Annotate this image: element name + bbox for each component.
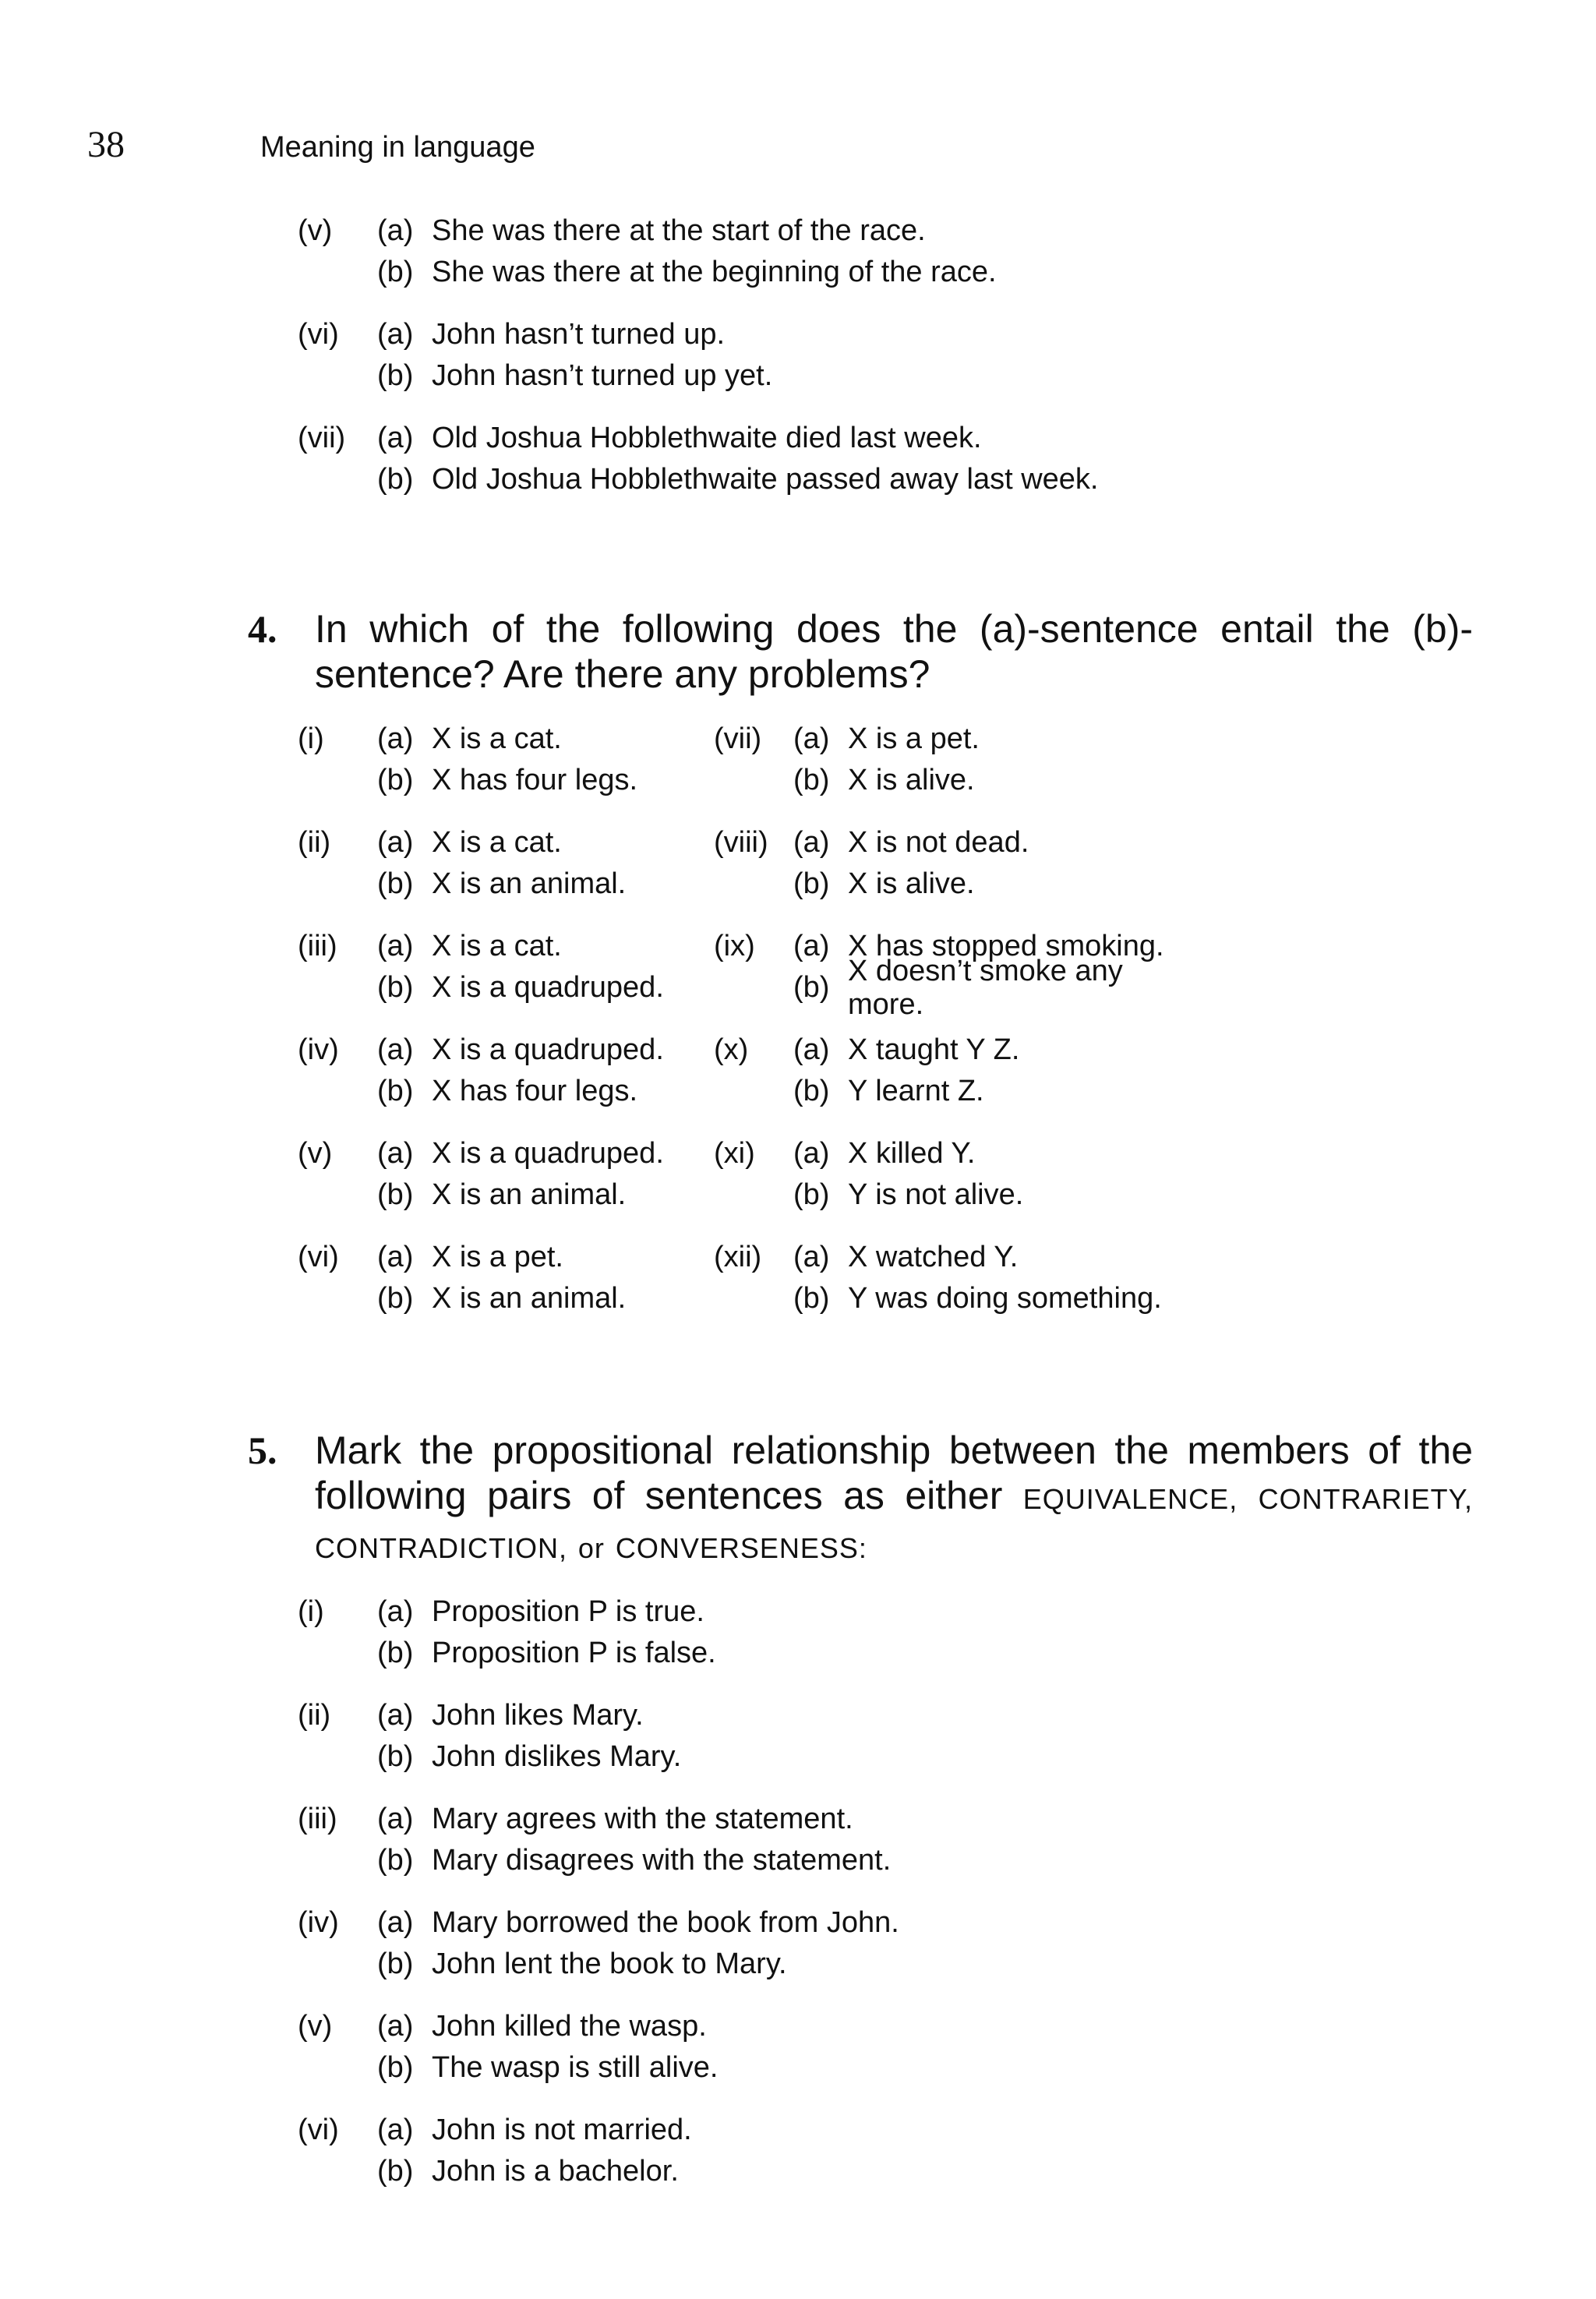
label-a: (a) bbox=[793, 722, 830, 755]
sentence-a: X is a quadruped. bbox=[432, 1033, 664, 1066]
label-a: (a) bbox=[793, 1241, 830, 1273]
label-b: (b) bbox=[377, 1740, 414, 1773]
item-number: (vi) bbox=[298, 2114, 339, 2146]
sentence-b: X is alive. bbox=[848, 867, 975, 900]
label-b: (b) bbox=[377, 1178, 414, 1211]
exercise-item bbox=[298, 1902, 1473, 1985]
label-a: (a) bbox=[793, 1137, 830, 1170]
exercise-item bbox=[298, 1237, 714, 1319]
label-b: (b) bbox=[793, 867, 830, 900]
item-number: (v) bbox=[298, 214, 333, 247]
label-a: (a) bbox=[377, 1033, 414, 1066]
label-a: (a) bbox=[377, 1906, 414, 1939]
sentence-b: The wasp is still alive. bbox=[432, 2051, 719, 2084]
exercise-item bbox=[298, 2110, 1473, 2192]
label-b: (b) bbox=[377, 867, 414, 900]
label-b: (b) bbox=[793, 764, 830, 796]
item-number: (i) bbox=[298, 1595, 324, 1628]
exercise-item bbox=[298, 822, 714, 905]
question-text bbox=[315, 1428, 1473, 1571]
exercise-item bbox=[298, 1591, 1473, 1674]
term-equivalence: EQUIVALENCE, bbox=[1022, 1483, 1238, 1515]
item-number: (xii) bbox=[714, 1241, 762, 1273]
page-header bbox=[87, 123, 535, 178]
sentence-b: X is a quadruped. bbox=[432, 971, 664, 1004]
label-b: (b) bbox=[377, 1844, 414, 1877]
exercise-item bbox=[298, 1695, 1473, 1778]
label-a: (a) bbox=[377, 722, 414, 755]
label-b: (b) bbox=[793, 1075, 830, 1107]
sentence-a: John is not married. bbox=[432, 2114, 692, 2146]
sentence-b: X is an animal. bbox=[432, 1178, 627, 1211]
exercise-item bbox=[298, 1799, 1473, 1881]
exercise-item bbox=[298, 1133, 714, 1216]
sentence-a: X is a cat. bbox=[432, 930, 562, 962]
term-converseness: CONVERSENESS: bbox=[615, 1532, 867, 1564]
item-number: (vii) bbox=[714, 722, 762, 755]
running-head: Meaning in language bbox=[260, 131, 535, 164]
label-b: (b) bbox=[793, 971, 830, 1004]
question-5-items bbox=[298, 1591, 1473, 2192]
sentence-a: Mary agrees with the statement. bbox=[432, 1803, 853, 1835]
label-a: (a) bbox=[793, 1033, 830, 1066]
sentence-b: John hasn’t turned up yet. bbox=[432, 359, 773, 392]
exercise-item bbox=[714, 1237, 1181, 1319]
label-a: (a) bbox=[377, 2010, 414, 2043]
question-text-main: Mark the propositional relationship between the members of the following pairs of sentences as either bbox=[315, 1428, 1473, 1517]
exercise-item bbox=[714, 1029, 1181, 1112]
sentence-a: Proposition P is true. bbox=[432, 1595, 704, 1628]
sentence-a: X is a quadruped. bbox=[432, 1137, 664, 1170]
sentence-b: Proposition P is false. bbox=[432, 1637, 716, 1669]
item-number: (viii) bbox=[714, 826, 768, 859]
label-b: (b) bbox=[793, 1282, 830, 1315]
item-number: (iv) bbox=[298, 1033, 339, 1066]
sentence-a: X has stopped smoking. bbox=[848, 930, 1164, 962]
item-number: (ii) bbox=[298, 1699, 331, 1732]
item-number: (v) bbox=[298, 2010, 333, 2043]
label-a: (a) bbox=[377, 826, 414, 859]
sentence-b: Old Joshua Hobblethwaite passed away last week. bbox=[432, 463, 1099, 496]
term-contradiction: CONTRADICTION, bbox=[315, 1532, 567, 1564]
sentence-b: Y was doing something. bbox=[848, 1282, 1162, 1315]
continued-exercise-list bbox=[298, 210, 1098, 521]
exercise-item bbox=[714, 719, 1181, 801]
label-a: (a) bbox=[377, 1137, 414, 1170]
sentence-b: X doesn’t smoke any more. bbox=[848, 954, 1123, 1021]
question-4 bbox=[248, 606, 1473, 1319]
page-number: 38 bbox=[87, 124, 125, 165]
question-text: In which of the following does the (a)-sentence entail the (b)-sentence? Are there any problems? bbox=[315, 607, 1473, 696]
item-number: (v) bbox=[298, 1137, 333, 1170]
sentence-a: X is a pet. bbox=[432, 1241, 563, 1273]
label-b: (b) bbox=[377, 463, 414, 496]
label-a: (a) bbox=[377, 930, 414, 962]
item-number: (x) bbox=[714, 1033, 749, 1066]
sentence-a: John hasn’t turned up. bbox=[432, 318, 726, 351]
question-5 bbox=[248, 1428, 1473, 2213]
sentence-b: X is an animal. bbox=[432, 1282, 627, 1315]
label-b: (b) bbox=[377, 1282, 414, 1315]
question-4-items bbox=[298, 719, 1473, 1319]
sentence-b: John is a bachelor. bbox=[432, 2155, 679, 2188]
label-b: (b) bbox=[377, 2155, 414, 2188]
sentence-b: X has four legs. bbox=[432, 1075, 638, 1107]
item-number: (vi) bbox=[298, 1241, 339, 1273]
label-b: (b) bbox=[377, 764, 414, 796]
sentence-a: Mary borrowed the book from John. bbox=[432, 1906, 899, 1939]
sentence-b: X is alive. bbox=[848, 764, 975, 796]
label-a: (a) bbox=[793, 826, 830, 859]
item-number: (xi) bbox=[714, 1137, 755, 1170]
exercise-item bbox=[714, 1133, 1181, 1216]
label-b: (b) bbox=[377, 256, 414, 288]
question-number: 5. bbox=[248, 1428, 277, 1472]
sentence-a: X is a pet. bbox=[848, 722, 980, 755]
item-number: (vii) bbox=[298, 422, 346, 454]
sentence-a: Old Joshua Hobblethwaite died last week. bbox=[432, 422, 982, 454]
sentence-a: She was there at the start of the race. bbox=[432, 214, 926, 247]
label-a: (a) bbox=[377, 1699, 414, 1732]
label-a: (a) bbox=[377, 1803, 414, 1835]
item-number: (iii) bbox=[298, 1803, 337, 1835]
item-number: (ix) bbox=[714, 930, 755, 962]
sentence-b: Mary disagrees with the statement. bbox=[432, 1844, 892, 1877]
label-b: (b) bbox=[377, 1948, 414, 1980]
sentence-a: X watched Y. bbox=[848, 1241, 1019, 1273]
sentence-a: X killed Y. bbox=[848, 1137, 976, 1170]
exercise-item bbox=[714, 822, 1181, 905]
sentence-b: X has four legs. bbox=[432, 764, 638, 796]
label-a: (a) bbox=[377, 318, 414, 351]
sentence-a: X is not dead. bbox=[848, 826, 1029, 859]
item-number: (ii) bbox=[298, 826, 331, 859]
word-or: or bbox=[577, 1532, 605, 1564]
exercise-item bbox=[298, 1029, 714, 1112]
item-number: (i) bbox=[298, 722, 324, 755]
sentence-b: She was there at the beginning of the race. bbox=[432, 256, 997, 288]
sentence-b: Y learnt Z. bbox=[848, 1075, 984, 1107]
label-b: (b) bbox=[377, 2051, 414, 2084]
label-b: (b) bbox=[377, 1637, 414, 1669]
exercise-item bbox=[298, 418, 1098, 500]
label-a: (a) bbox=[377, 2114, 414, 2146]
label-b: (b) bbox=[793, 1178, 830, 1211]
label-b: (b) bbox=[377, 971, 414, 1004]
sentence-a: X taught Y Z. bbox=[848, 1033, 1020, 1066]
exercise-item bbox=[714, 926, 1181, 1021]
exercise-item bbox=[298, 926, 714, 1008]
item-number: (vi) bbox=[298, 318, 339, 351]
exercise-item bbox=[298, 314, 1098, 397]
term-contrariety: CONTRARIETY, bbox=[1258, 1483, 1473, 1515]
label-b: (b) bbox=[377, 1075, 414, 1107]
exercise-item bbox=[298, 210, 1098, 293]
sentence-b: Y is not alive. bbox=[848, 1178, 1024, 1211]
label-b: (b) bbox=[377, 359, 414, 392]
label-a: (a) bbox=[377, 1241, 414, 1273]
sentence-a: John likes Mary. bbox=[432, 1699, 644, 1732]
label-a: (a) bbox=[377, 422, 414, 454]
sentence-b: John lent the book to Mary. bbox=[432, 1948, 787, 1980]
sentence-a: X is a cat. bbox=[432, 722, 562, 755]
question-number: 4. bbox=[248, 607, 277, 651]
item-number: (iv) bbox=[298, 1906, 339, 1939]
sentence-b: John dislikes Mary. bbox=[432, 1740, 682, 1773]
label-a: (a) bbox=[377, 1595, 414, 1628]
exercise-item bbox=[298, 2006, 1473, 2089]
label-a: (a) bbox=[377, 214, 414, 247]
item-number: (iii) bbox=[298, 930, 337, 962]
label-a: (a) bbox=[793, 930, 830, 962]
sentence-a: John killed the wasp. bbox=[432, 2010, 707, 2043]
sentence-a: X is a cat. bbox=[432, 826, 562, 859]
sentence-b: X is an animal. bbox=[432, 867, 627, 900]
exercise-item bbox=[298, 719, 714, 801]
